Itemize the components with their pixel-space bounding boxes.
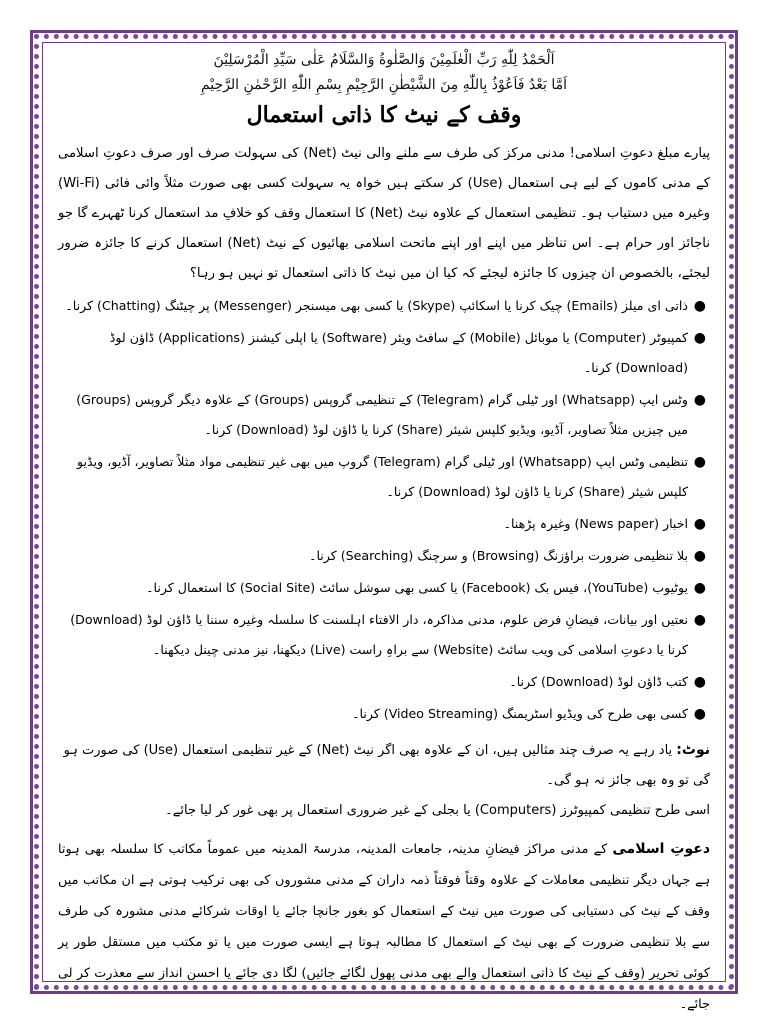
list-item-text: وٹس ایپ (Whatsapp) اور ٹیلی گرام (Telegram) کے تنظیمی گروپس (Groups) کے علاوہ دیگر گروپس (Groups) میں چیزیں مثلاً تصاویر، آڈیو، ویڈیو کلپس شیئر (Share) کرنا یا ڈاؤن لوڈ (Download) کرنا۔ [76,392,688,437]
list-item-text: ذاتی ای میلز (Emails) چیک کرنا یا اسکائپ (Skype) یا کسی بھی میسنجر (Messenger) پر چیٹنگ (Chatting) کرنا۔ [65,298,688,313]
invocation-line-2: اَمَّا بَعْدُ فَاَعُوْذُ بِاللّٰهِ مِنَ الشَّيْطٰنِ الرَّجِيْمِ بِسْمِ اللّٰهِ الرَّحْمٰنِ الرَّحِيْمِ [200,77,568,93]
bullet-icon: ● [693,454,706,470]
final-text: کے مدنی مراکز فیضانِ مدینہ، جامعات المدینہ، مدرسۃ المدینہ میں عموماً مکاتب کا سلسلہ بھی ہوتا ہے جہاں دیگر تنظیمی معاملات کے علاوہ وقتاً فوقتاً ذمہ داران کے مدنی مشوروں کی بھی ترکیب ہوتی ہے ان مکاتب میں وقف کے نیٹ کی دستیابی کی صورت میں نیٹ کے استعمال کو بغور جانچا جائے یا اوقات شرکائے مدنی مشورہ کی طرف سے بلا تنظیمی ضرورت کے بھی نیٹ کے استعمال کا مطالبہ ہوتا ہے ایسی صورت میں یا تو مکتب میں مستقل طور پر کوئی تحریر (وقف کے نیٹ کا ذاتی استعمال والے بھی مدنی پھول لگائے جائیں) لگا دی جائے یا احسن انداز سے معذرت کر لی جائے۔ [58,842,710,1012]
bullet-icon: ● [693,516,706,532]
document-title: وقف کے نیٹ کا ذاتی استعمال [246,102,522,128]
invocation-line-1: اَلْحَمْدُ لِلّٰهِ رَبِّ الْعٰلَمِيْنَ وَالصَّلٰوةُ وَالسَّلَامُ عَلٰى سَيِّدِ الْمُرْسَلِيْنَ [213,52,555,68]
intro-paragraph: پیارے مبلغ دعوتِ اسلامی! مدنی مرکز کی طرف سے ملنے والی نیٹ (Net) کی سہولت صرف اور صرف دعوتِ اسلامی کے مدنی کاموں کے لیے ہی استعمال (Use) کر سکتے ہیں خواہ یہ سہولت کسی بھی صورت مثلاً وائی فائی (Wi-Fi) وغیرہ میں دستیاب ہو۔ تنظیمی استعمال کے علاوہ نیٹ (Net) کا استعمال وقف کو خلافِ مد استعمال کرنا ٹھہرے گا جو ناجائز اور حرام ہے۔ اس تناظر میں اپنے اور اپنے ماتحت اسلامی بھائیوں کے نیٹ (Net) استعمال کرنے کا جائزہ ضرور لیجئے، بالخصوص ان چیزوں کا جائزہ لیجئے کہ کیا ان میں نیٹ کا ذاتی استعمال تو نہیں ہو رہا؟ [58,146,711,281]
bullet-icon: ● [693,548,706,564]
list-item-text: نعتیں اور بیانات، فیضانِ فرض علوم، مدنی مذاکرہ، دار الافتاء اہلسنت کا سلسلہ وغیرہ سننا یا ڈاؤن لوڈ (Download) کرنا یا دعوتِ اسلامی کی ویب سائٹ (Website) سے براہِ راست (Live) دیکھنا، نیز مدنی چینل دیکھنا۔ [70,612,688,657]
usage-list [58,291,710,729]
list-item-text: کمپیوٹر (Computer) یا موبائل (Mobile) کے سافٹ ویئر (Software) یا اپلی کیشنز (Applications) ڈاؤن لوڈ (Download) کرنا۔ [109,330,688,375]
list-item-text: کتب ڈاؤن لوڈ (Download) کرنا۔ [509,674,688,689]
list-item [58,447,710,507]
list-item-text: یوٹیوب (YouTube)، فیس بک (Facebook) یا کسی بھی سوشل سائٹ (Social Site) کا استعمال کرنا۔ [146,580,688,595]
bullet-icon: ● [693,612,706,628]
list-item-text: تنظیمی وٹس ایپ (Whatsapp) اور ٹیلی گرام (Telegram) گروپ میں بھی غیر تنظیمی مواد مثلاً تصاویر، آڈیو، ویڈیو کلپس شیئر (Share) کرنا یا ڈاؤن لوڈ (Download) کرنا۔ [77,454,688,499]
bullet-icon: ● [693,330,706,346]
bullet-icon: ● [693,674,706,690]
bullet-icon: ● [693,298,706,314]
final-label: دعوتِ اسلامی [612,841,710,857]
list-item [58,291,710,321]
list-item [58,605,710,665]
list-item-text: اخبار (News paper) وغیرہ پڑھنا۔ [503,516,688,531]
bullet-icon: ● [693,392,706,408]
note-label: نوٹ: [676,742,710,758]
document-content [58,48,711,1012]
final-paragraph [58,834,710,1020]
bullet-icon: ● [693,706,706,722]
list-item-text: بلا تنظیمی ضرورت براؤزنگ (Browsing) و سرچنگ (Searching) کرنا۔ [309,548,688,563]
list-item [58,509,710,539]
list-item-text: کسی بھی طرح کی ویڈیو اسٹریمنگ (Video Streaming) کرنا۔ [352,706,688,721]
list-item [58,323,710,383]
list-item [58,699,710,729]
list-item [58,573,710,603]
list-item [58,541,710,571]
note-paragraph [58,735,710,796]
bullet-icon: ● [693,580,706,596]
list-item [58,667,710,697]
list-item [58,385,710,445]
note-text: یاد رہے یہ صرف چند مثالیں ہیں، ان کے علاوہ بھی اگر نیٹ (Net) کے غیر تنظیمی استعمال (Use) کی صورت ہو گی تو وہ بھی جائز نہ ہو گی۔ [63,743,710,788]
computers-paragraph: اسی طرح تنظیمی کمپیوٹرز (Computers) یا بجلی کے غیر ضروری استعمال پر بھی غور کر لیا جائے۔ [165,803,710,818]
